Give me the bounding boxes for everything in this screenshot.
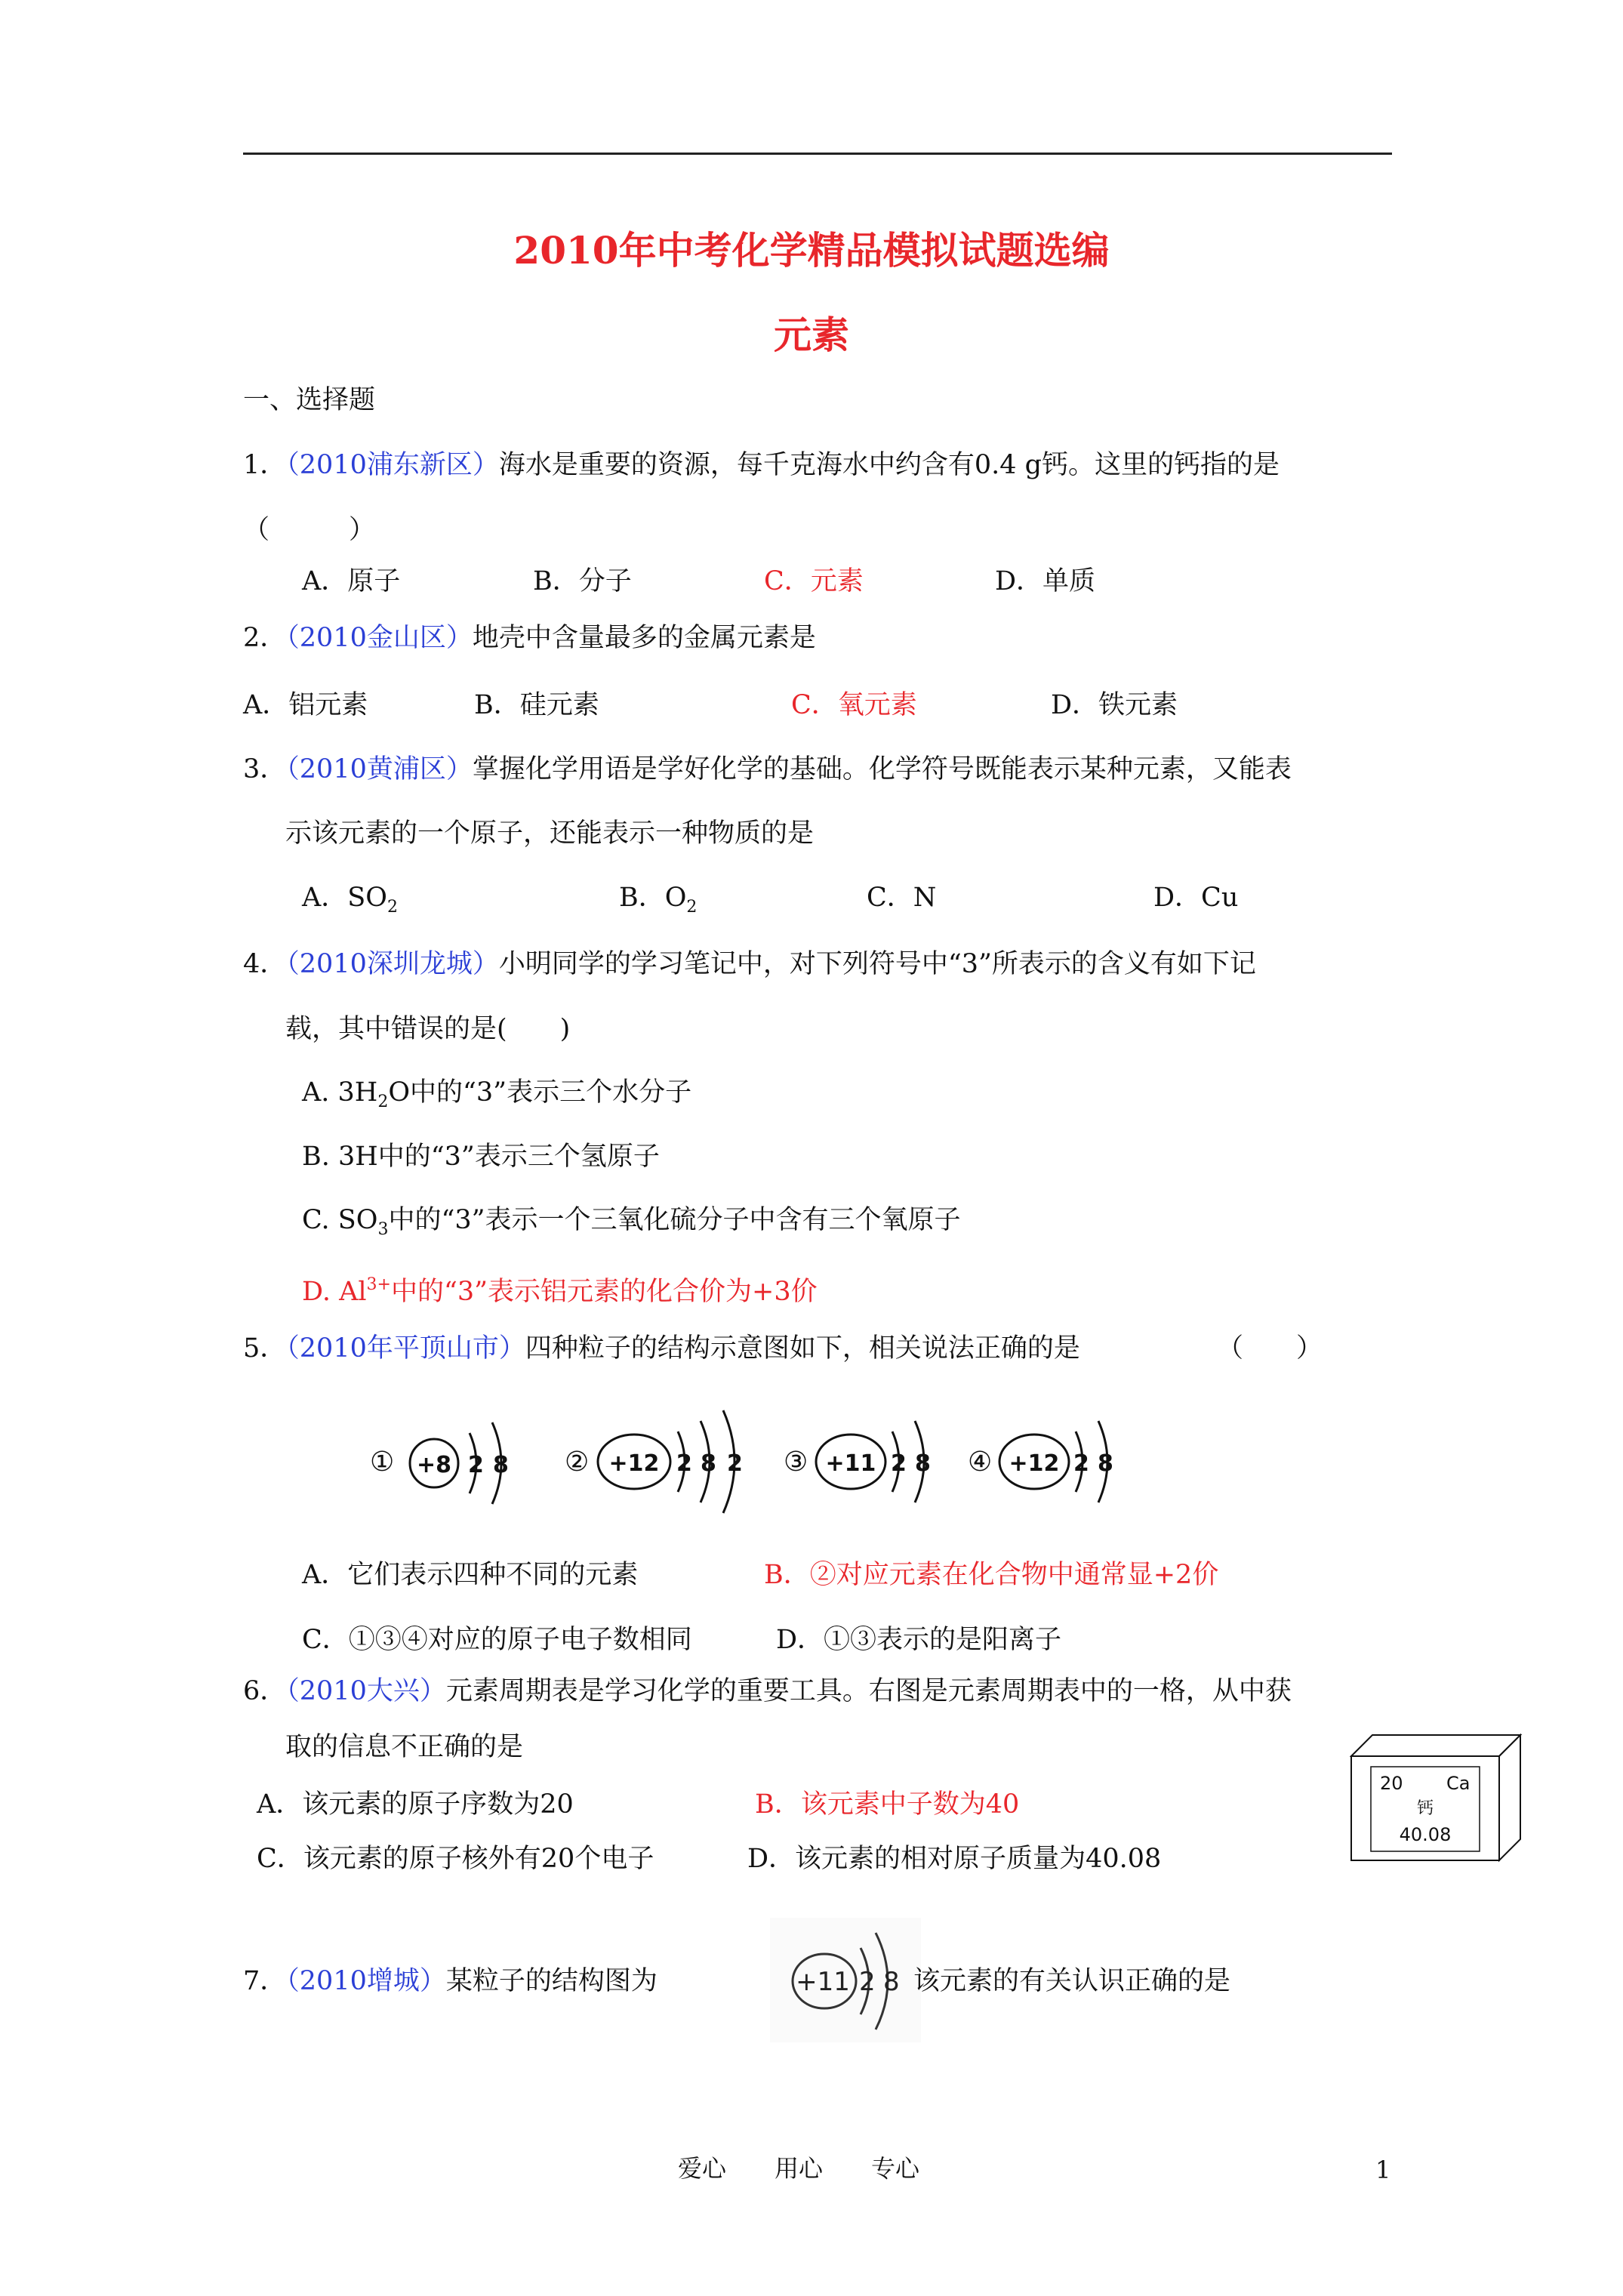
element-name: 钙 xyxy=(1416,1799,1434,1818)
question-source: （2010金山区） xyxy=(286,623,473,653)
question-1 xyxy=(243,448,1280,482)
atom-diagram-q7 xyxy=(770,1918,921,2042)
question-source: （2010浦东新区） xyxy=(286,450,499,480)
question-text: 元素周期表是学习化学的重要工具。右图是元素周期表中的一格，从中获 xyxy=(445,1676,1292,1706)
option-d: D．该元素的相对原子质量为40.08 xyxy=(747,1844,1162,1874)
svg-text:8: 8 xyxy=(883,1967,900,1997)
svg-text:2: 2 xyxy=(468,1452,484,1478)
question-number: 1． xyxy=(243,450,287,480)
option-c: C．N xyxy=(867,883,937,913)
option-b: B．硅元素 xyxy=(474,690,599,720)
svg-text:2: 2 xyxy=(676,1450,692,1477)
header-rule xyxy=(243,153,1392,155)
option-c: C．该元素的原子核外有20个电子 xyxy=(257,1844,654,1874)
option-a: A．铝元素 xyxy=(243,690,368,720)
footer-slogan: 爱心 用心 专心 xyxy=(678,2154,920,2183)
svg-text:①: ① xyxy=(370,1447,395,1478)
question-text: 某粒子的结构图为 xyxy=(445,1966,658,1996)
question-4 xyxy=(243,948,1256,981)
page-subtitle: 元素 xyxy=(774,313,849,357)
question-text: 海水是重要的资源，每千克海水中约含有0.4 g钙。这里的钙指的是 xyxy=(498,450,1280,480)
option-b: B．该元素中子数为40 xyxy=(755,1789,1020,1820)
question-7 xyxy=(243,1965,658,1998)
svg-text:+12: +12 xyxy=(608,1450,660,1477)
option-b: B．②对应元素在化合物中通常显+2价 xyxy=(764,1560,1219,1590)
element-symbol: Ca xyxy=(1446,1773,1471,1794)
question-text-continued: 示该元素的一个原子，还能表示一种物质的是 xyxy=(285,818,815,849)
question-text: 地壳中含量最多的金属元素是 xyxy=(472,623,816,653)
svg-text:+11: +11 xyxy=(796,1967,850,1997)
question-number: 4． xyxy=(243,949,287,979)
question-source: （2010大兴） xyxy=(286,1676,446,1706)
question-text-continued: 该元素的有关认识正确的是 xyxy=(913,1966,1231,1996)
question-number: 6． xyxy=(243,1676,287,1706)
question-2 xyxy=(243,621,816,655)
option-d: D．①③表示的是阳离子 xyxy=(776,1625,1062,1655)
option-b: B. 3H中的“3”表示三个氢原子 xyxy=(302,1142,660,1172)
svg-text:8: 8 xyxy=(915,1450,931,1477)
atom-diagram-4 xyxy=(968,1421,1113,1502)
atomic-structure-diagrams xyxy=(370,1404,1125,1518)
answer-paren: （ ） xyxy=(1217,1333,1323,1364)
question-number: 2． xyxy=(243,623,287,653)
svg-text:④: ④ xyxy=(968,1447,993,1478)
svg-text:8: 8 xyxy=(493,1452,509,1478)
question-source: （2010黄浦区） xyxy=(286,754,473,784)
option-c: C. $SO_3$中的“3”表示一个三氧化硫分子中含有三个氧原子 xyxy=(302,1205,961,1239)
svg-text:2: 2 xyxy=(891,1450,907,1477)
option-d: D. $Al^{3+}$中的“3”表示铝元素的化合价为+3价 xyxy=(302,1275,818,1307)
question-number: 3． xyxy=(243,754,287,784)
option-a: A．$SO_2$ xyxy=(302,883,398,917)
svg-text:③: ③ xyxy=(784,1447,808,1478)
page-title: 2010年中考化学精品模拟试题选编 xyxy=(513,228,1110,273)
question-6 xyxy=(243,1675,1292,1708)
svg-text:2: 2 xyxy=(1073,1450,1089,1477)
option-d: D．铁元素 xyxy=(1051,690,1178,720)
svg-text:8: 8 xyxy=(1098,1450,1113,1477)
svg-text:②: ② xyxy=(565,1447,590,1478)
option-c: C．氧元素 xyxy=(791,690,917,720)
option-d: D．Cu xyxy=(1153,883,1239,913)
option-c: C．①③④对应的原子电子数相同 xyxy=(302,1625,692,1655)
question-source: （2010年平顶山市） xyxy=(286,1333,525,1364)
option-a: A．它们表示四种不同的元素 xyxy=(302,1560,639,1590)
svg-text:2: 2 xyxy=(859,1967,876,1997)
svg-text:+12: +12 xyxy=(1009,1450,1060,1477)
option-a: A. $3H_2O$中的“3”表示三个水分子 xyxy=(302,1077,692,1111)
option-c: C．元素 xyxy=(764,566,864,596)
atom-diagram-2 xyxy=(565,1410,743,1513)
atomic-number: 20 xyxy=(1380,1773,1403,1794)
question-3 xyxy=(243,753,1292,786)
svg-text:+8: +8 xyxy=(416,1452,452,1478)
svg-text:2: 2 xyxy=(727,1450,743,1477)
question-number: 7． xyxy=(243,1966,287,1996)
option-b: B．$O_2$ xyxy=(619,883,698,917)
svg-text:8: 8 xyxy=(701,1450,716,1477)
periodic-table-cell xyxy=(1350,1734,1523,1863)
option-d: D．单质 xyxy=(995,566,1096,596)
question-number: 5． xyxy=(243,1333,287,1364)
page-number: 1 xyxy=(1375,2156,1391,2184)
question-text-continued: 载，其中错误的是( ) xyxy=(285,1014,571,1044)
option-a: A．原子 xyxy=(302,566,401,596)
svg-text:+11: +11 xyxy=(825,1450,876,1477)
atomic-mass: 40.08 xyxy=(1399,1824,1452,1845)
question-text: 四种粒子的结构示意图如下，相关说法正确的是 xyxy=(525,1333,1080,1364)
question-text: 小明同学的学习笔记中，对下列符号中“3”所表示的含义有如下记 xyxy=(498,949,1256,979)
atom-diagram-1 xyxy=(370,1422,509,1504)
question-source: （2010深圳龙城） xyxy=(286,949,499,979)
question-text-continued: 取的信息不正确的是 xyxy=(285,1732,524,1762)
question-source: （2010增城） xyxy=(286,1966,446,1996)
question-5 xyxy=(243,1332,1080,1365)
atom-diagram-3 xyxy=(784,1421,931,1502)
option-b: B．分子 xyxy=(533,566,632,596)
question-text: 掌握化学用语是学好化学的基础。化学符号既能表示某种元素，又能表 xyxy=(472,754,1292,784)
section-heading: 一、选择题 xyxy=(243,385,376,415)
answer-paren: （ ） xyxy=(243,515,376,545)
option-a: A．该元素的原子序数为20 xyxy=(257,1789,574,1820)
